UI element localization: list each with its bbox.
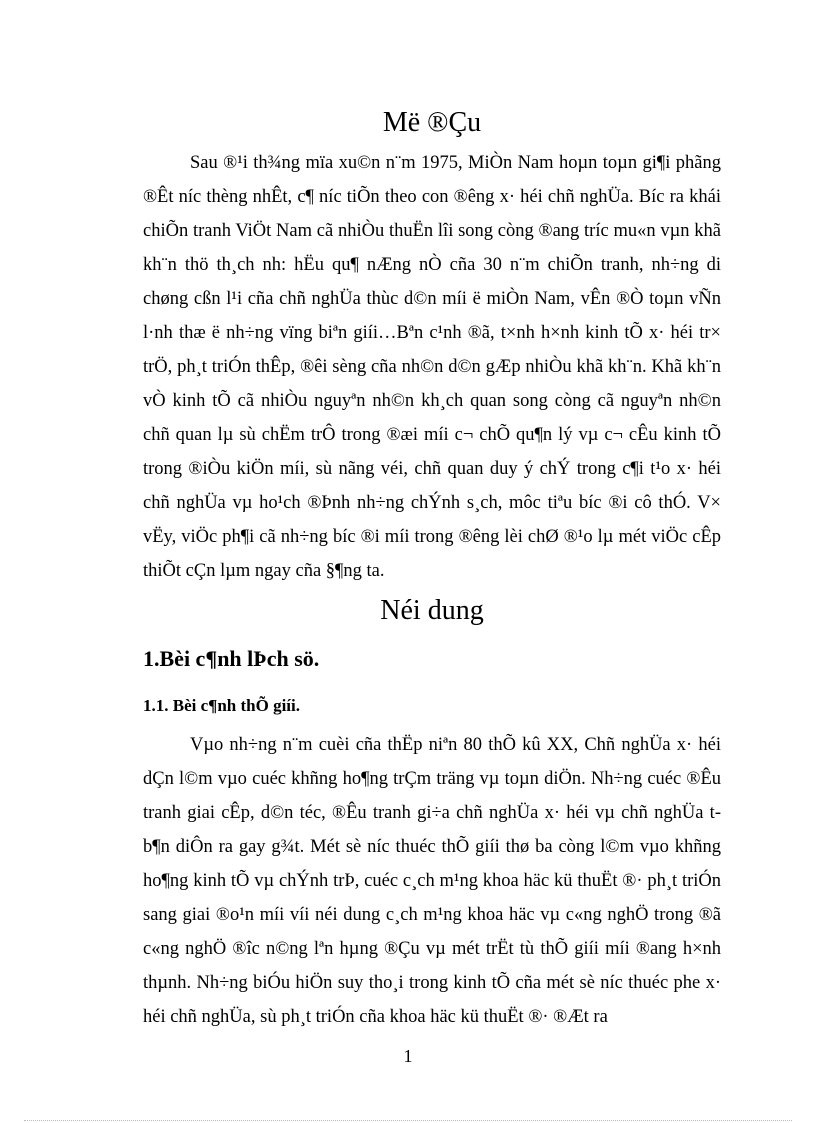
intro-paragraph: Sau ®¹i th¾ng mïa xu©n n¨m 1975, MiÒn Nam hoµn toµn gi¶i phãng ®Êt níc thèng nhÊt, c¶ níc tiÕn theo con ®êng x· héi chñ nghÜa. Bíc ra khái chiÕn tranh ViÖt Nam cã nhiÒu thuËn lîi song còng ®ang tríc mu«n vµn khã kh¨n thö th¸ch nh: hËu qu¶ nÆng nÒ cña 30 n¨m chiÕn tranh, nh÷ng di chøng cßn l¹i cña chñ nghÜa thùc d©n míi ë miÒn Nam, vÊn ®Ò toµn vÑn l·nh thæ ë nh÷ng vïng biªn giíi…Bªn c¹nh ®ã, t×nh h×nh kinh tÕ x· héi tr× trÖ, ph¸t triÓn thÊp, ®êi sèng cña nh©n d©n gÆp nhiÒu khã kh¨n. Khã kh¨n vÒ kinh tÕ cã nhiÒu nguyªn nh©n kh¸ch quan song còng cã nguyªn nh©n chñ quan lµ sù chËm trÔ trong ®æi míi c¬ chÕ qu¶n lý vµ c¬ cÊu kinh tÕ trong ®iÒu kiÖn míi, sù nãng véi, chñ quan duy ý chÝ trong c¶i t¹o x· héi chñ nghÜa vµ ho¹ch ®Þnh nh÷ng chÝnh s¸ch, môc tiªu bíc ®i cô thÓ. V× vËy, viÖc ph¶i cã nh÷ng bíc ®i míi trong ®êng lèi chØ ®¹o lµ mét viÖc cÊp thiÕt cÇn lµm ngay cña §¶ng ta. [143, 153, 721, 581]
section-title: Néi dung [380, 595, 484, 626]
page-number: 1 [403, 1046, 413, 1066]
world-context-paragraph: Vµo nh÷ng n¨m cuèi cña thËp niªn 80 thÕ kû XX, Chñ nghÜa x· héi dÇn l©m vµo cuéc khñng ho¶ng trÇm träng vµ toµn diÖn. Nh÷ng cuéc ®Êu tranh giai cÊp, d©n téc, ®Êu tranh gi÷a chñ nghÜa x· héi vµ chñ nghÜa t b¶n diÔn ra gay g¾t. Mét sè níc thuéc thÕ giíi thø ba còng l©m vµo khñng ho¶ng kinh tÕ vµ chÝnh trÞ, cuéc c¸ch m¹ng khoa häc kü thuËt ®· ph¸t triÓn sang giai ®o¹n míi víi néi dung c¸ch m¹ng khoa häc vµ c«ng nghÖ trong ®ã c«ng nghÖ ®îc n©ng lªn hµng ®Çu vµ mét trËt tù thÕ giíi míi ®ang h×nh thµnh. Nh÷ng biÓu hiÖn suy tho¸i trong kinh tÕ cña mét sè níc thuéc phe x· héi chñ nghÜa, sù ph¸t triÓn cña khoa häc kü thuËt ®· ®Æt ra [143, 735, 721, 1027]
document-title: Më ®Çu [382, 107, 482, 138]
heading-world-context: 1.1. Bèi c¶nh thÕ giíi. [143, 696, 301, 715]
page-bottom-divider [24, 1120, 792, 1121]
heading-historical-context: 1.Bèi c¶nh lÞch sö. [143, 646, 320, 671]
page-content [143, 100, 721, 1034]
